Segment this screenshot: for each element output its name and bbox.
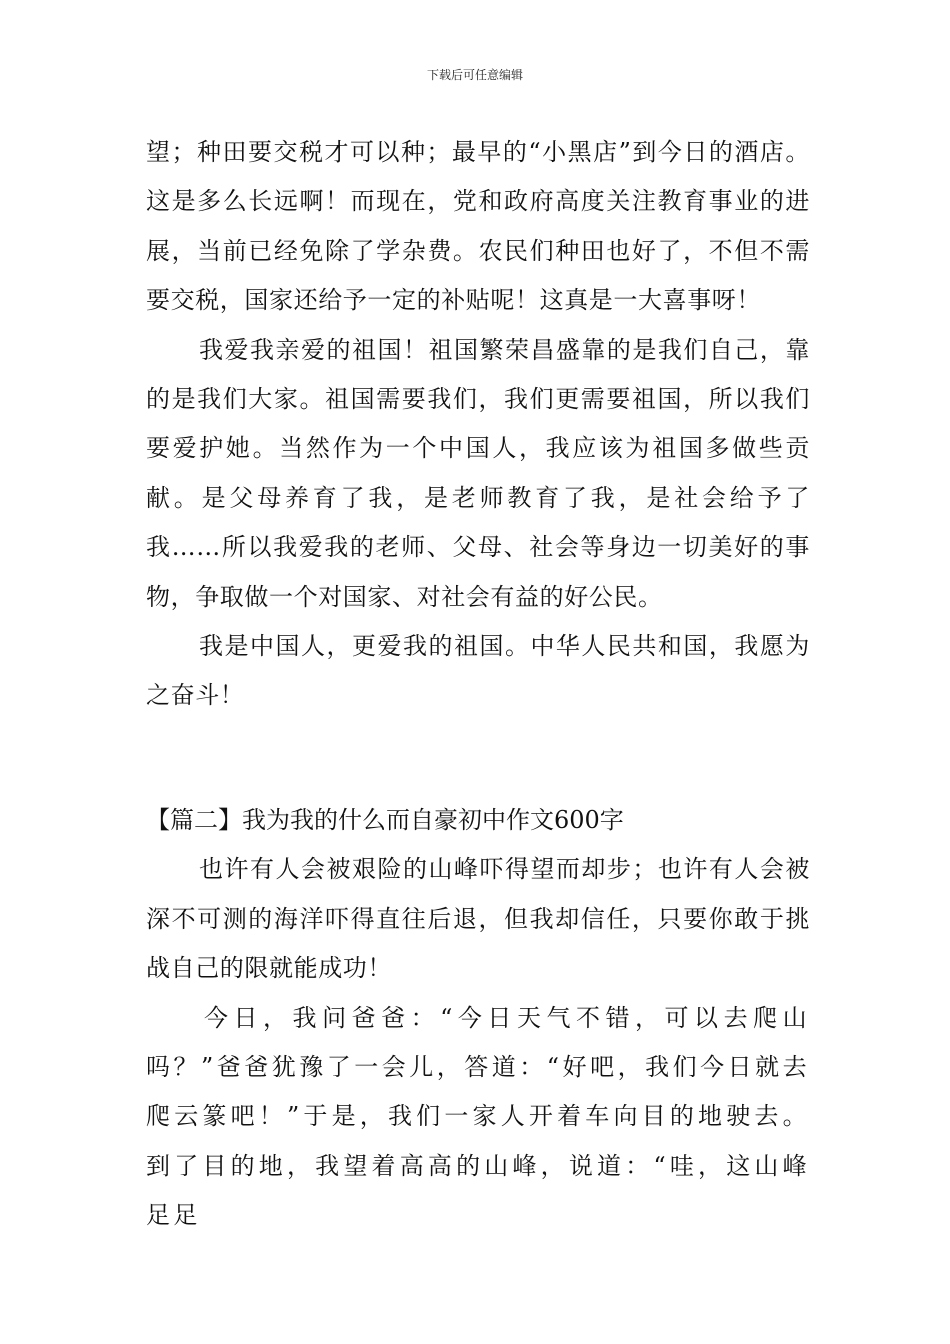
paragraph-climbing-story: 今日，我问爸爸：“今日天气不错，可以去爬山吗？”爸爸犹豫了一会儿，答道：“好吧，我们今日就去爬云篆吧！”于是，我们一家人开着车向目的地驶去。到了目的地，我望着高高的山峰，说道：“哇，这山峰足足 (146, 1003, 810, 1230)
page-header-note: 下载后可任意编辑 (426, 68, 523, 82)
paragraph-love-motherland: 我爱我亲爱的祖国！祖国繁荣昌盛靠的是我们自己，靠的是我们大家。祖国需要我们，我们更需要祖国，所以我们要爱护她。当然作为一个中国人，我应该为祖国多做些贡献。是父母养育了我，是老师教育了我，是社会给予了我……所以我爱我的老师、父母、社会等身边一切美好的事物，争取做一个对国家、对社会有益的好公民。 (146, 335, 810, 611)
paragraph-i-am-chinese: 我是中国人，更爱我的祖国。中华人民共和国，我愿为之奋斗！ (146, 632, 810, 710)
section-gap (146, 721, 810, 796)
paragraph-challenge-intro: 也许有人会被艰险的山峰吓得望而却步；也许有人会被深不可测的海洋吓得直往后退，但我却信任，只要你敢于挑战自己的限就能成功！ (146, 855, 810, 983)
section-heading: 【篇二】我为我的什么而自豪初中作文600字 (146, 805, 624, 834)
document-body (146, 128, 810, 1241)
paragraph-continuation: 望；种田要交税才可以种；最早的“小黑店”到今日的酒店。这是多么长远啊！而现在，党和政府高度关注教育事业的进展，当前已经免除了学杂费。农民们种田也好了，不但不需要交税，国家还给予一定的补贴呢！这真是一大喜事呀！ (146, 138, 810, 315)
